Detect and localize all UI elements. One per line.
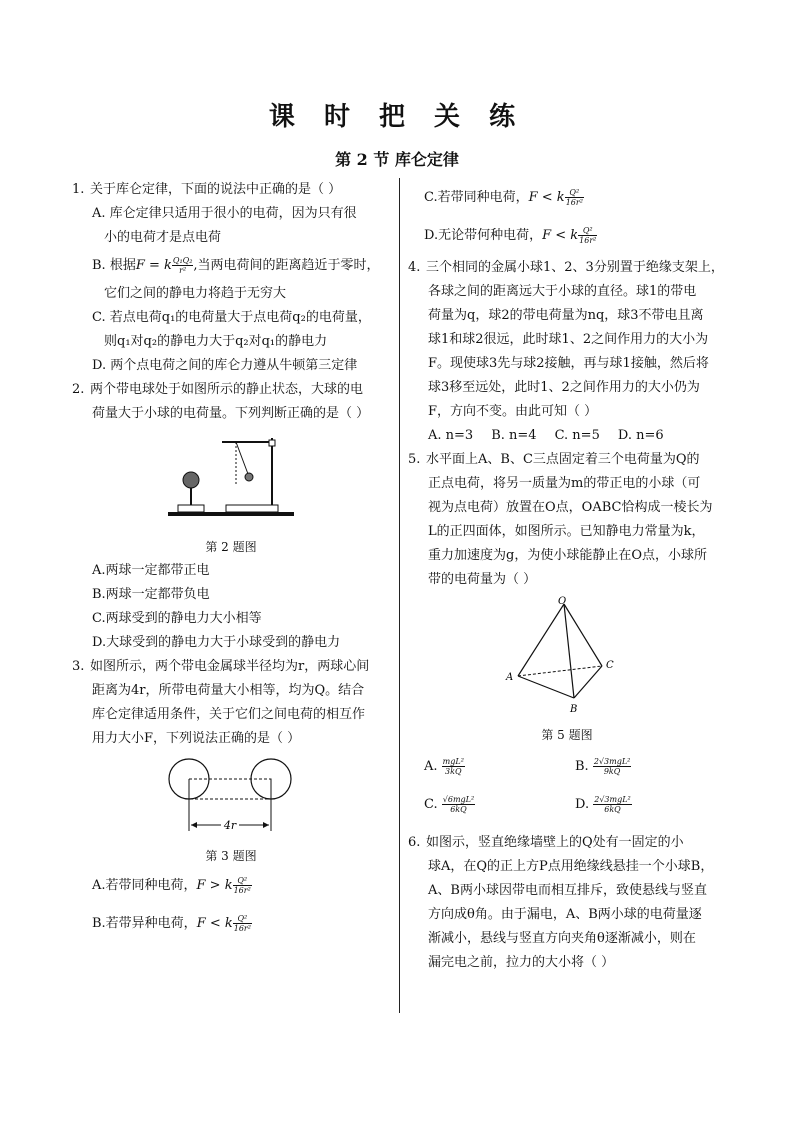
choice-c: C. n=5 bbox=[554, 428, 600, 443]
relation: F < k bbox=[528, 190, 565, 205]
option-a bbox=[72, 874, 390, 898]
arrow-left bbox=[191, 822, 197, 828]
edge-bc bbox=[574, 666, 602, 698]
answer-c bbox=[424, 793, 575, 817]
large-ball bbox=[183, 472, 199, 488]
answer-fraction bbox=[593, 795, 632, 814]
figure-5 bbox=[408, 596, 726, 723]
option-a-cont: 小的电荷才是点电荷 bbox=[104, 230, 222, 245]
answer-b bbox=[575, 755, 726, 779]
frac-den: 6kQ bbox=[450, 805, 467, 814]
frac-den: 16r² bbox=[565, 198, 583, 207]
label-c: C bbox=[606, 660, 614, 671]
q3-option-d bbox=[408, 224, 726, 248]
charged-balls-diagram bbox=[166, 430, 296, 526]
formula-lhs: F = k bbox=[135, 258, 172, 273]
distance-label: 4r bbox=[223, 819, 237, 832]
frac-den: 9kQ bbox=[603, 767, 621, 776]
question-stem-cont: L的正四面体，如图所示。已知静电力常量为k， bbox=[428, 524, 705, 539]
question-number: 5. bbox=[408, 452, 421, 467]
frac-num: Q₁Q₂ bbox=[172, 256, 193, 265]
answer-fraction bbox=[442, 795, 475, 814]
figure-3 bbox=[72, 755, 390, 844]
choice-row bbox=[408, 424, 726, 448]
answer-fraction bbox=[442, 757, 465, 776]
question-stem: 三个相同的金属小球1、2、3分别置于绝缘支架上， bbox=[426, 260, 724, 275]
frac-num: mgL² bbox=[442, 757, 464, 766]
relation: F > k bbox=[196, 878, 233, 893]
q3-option-c bbox=[408, 186, 726, 210]
answer-key: B. bbox=[575, 759, 589, 774]
option-text: D.无论带何种电荷， bbox=[424, 228, 543, 243]
answer-key: D. bbox=[575, 797, 590, 812]
edge-ab bbox=[518, 676, 574, 698]
question-number: 4. bbox=[408, 260, 421, 275]
question-stem-cont: 漏完电之前，拉力的大小将（ ） bbox=[428, 955, 615, 970]
question-number: 3. bbox=[72, 659, 85, 674]
question-stem-cont: 球A，在Q的正上方P点用绝缘线悬挂一个小球B， bbox=[428, 859, 714, 874]
question-stem-cont: 重力加速度为g，为使小球能静止在O点，小球所 bbox=[428, 548, 707, 563]
choice-a: A. n=3 bbox=[428, 428, 474, 443]
edge-oa bbox=[518, 604, 564, 676]
option-d: D. 两个点电荷之间的库仑力遵从牛顿第三定律 bbox=[92, 358, 358, 373]
formula-fraction bbox=[578, 226, 597, 245]
question-stem-cont: A、B两小球因带电而相互排斥，致使悬线与竖直 bbox=[428, 883, 707, 898]
option-text: A.若带同种电荷， bbox=[92, 878, 197, 893]
option-b-cont: 它们之间的静电力将趋于无穷大 bbox=[104, 286, 287, 301]
label-o: O bbox=[558, 596, 567, 607]
two-spheres-diagram bbox=[161, 755, 301, 835]
answer-d bbox=[575, 793, 726, 817]
question-5 bbox=[408, 448, 726, 472]
question-stem: 如图所示，两个带电金属球半径均为r，两球心间 bbox=[90, 659, 370, 674]
left-column bbox=[72, 178, 390, 936]
right-stand bbox=[226, 505, 278, 512]
question-number: 1. bbox=[72, 182, 85, 197]
frac-num: 2√3mgL² bbox=[594, 795, 631, 804]
formula-fraction bbox=[172, 256, 194, 275]
question-stem-cont: 球3移至远处，此时1、2之间作用力的大小仍为 bbox=[428, 380, 700, 395]
question-stem-cont: 各球之间的距离远大于小球的直径。球1的带电 bbox=[428, 284, 697, 299]
question-stem-cont: F。现使球3先与球2接触，再与球1接触，然后将 bbox=[428, 356, 709, 371]
figure-caption: 第 3 题图 bbox=[205, 849, 257, 863]
frac-num: √6mgL² bbox=[442, 795, 475, 804]
option-b: B.两球一定都带负电 bbox=[92, 587, 210, 602]
question-2 bbox=[72, 378, 390, 402]
dashed-box bbox=[189, 779, 271, 799]
question-1 bbox=[72, 178, 390, 202]
option-c: C.两球受到的静电力大小相等 bbox=[92, 611, 262, 626]
option-a: A.两球一定都带正电 bbox=[92, 563, 210, 578]
question-stem-cont: 库仑定律适用条件，关于它们之间电荷的相互作 bbox=[92, 707, 366, 722]
arrow-right bbox=[263, 822, 269, 828]
relation: F < k bbox=[542, 228, 579, 243]
option-text: C.若带同种电荷， bbox=[424, 190, 529, 205]
question-stem-cont: 视为点电荷）放置在O点，OABC恰构成一棱长为 bbox=[428, 500, 713, 515]
frac-num: Q² bbox=[565, 188, 584, 198]
option-c-cont: 则q₁对q₂的静电力大于q₂对q₁的静电力 bbox=[104, 334, 328, 349]
relation: F < k bbox=[196, 916, 233, 931]
question-stem: 关于库仑定律，下面的说法中正确的是（ ） bbox=[90, 182, 342, 197]
question-stem-cont: 正点电荷，将另一质量为m的带正电的小球（可 bbox=[428, 476, 701, 491]
thread bbox=[236, 442, 248, 474]
question-number: 6. bbox=[408, 835, 421, 850]
answer-key: C. bbox=[424, 797, 438, 812]
question-stem-cont: 带的电荷量为（ ） bbox=[428, 572, 537, 587]
formula-fraction bbox=[233, 914, 252, 933]
small-ball bbox=[245, 473, 253, 481]
option-b bbox=[72, 912, 390, 936]
figure-caption: 第 2 题图 bbox=[205, 540, 257, 554]
option-b-text: ,当两电荷间的距离趋近于零时， bbox=[193, 258, 380, 273]
clamp bbox=[269, 440, 275, 446]
tetrahedron-diagram bbox=[502, 596, 632, 714]
left-stand bbox=[178, 505, 204, 512]
answer-a bbox=[424, 755, 575, 779]
option-c: C. 若点电荷q₁的电荷量大于点电荷q₂的电荷量， bbox=[92, 310, 371, 325]
option-a: A. 库仑定律只适用于很小的电荷，因为只有很 bbox=[92, 206, 357, 221]
question-stem: 如图示，竖直绝缘墙壁上的Q处有一固定的小 bbox=[426, 835, 684, 850]
question-stem-cont: 球1和球2很远，此时球1、2之间作用力的大小为 bbox=[428, 332, 709, 347]
frac-den: 6kQ bbox=[604, 805, 621, 814]
question-stem-cont: 荷量为q，球2的带电荷量为nq，球3不带电且离 bbox=[428, 308, 704, 323]
frac-den: r² bbox=[179, 266, 187, 275]
question-stem: 两个带电球处于如图所示的静止状态，大球的电 bbox=[90, 382, 364, 397]
option-b bbox=[72, 254, 390, 278]
question-stem-cont: 用力大小F，下列说法正确的是（ ） bbox=[92, 731, 301, 746]
question-stem: 水平面上A、B、C三点固定着三个电荷量为Q的 bbox=[426, 452, 700, 467]
frac-num: 2√3mgL² bbox=[593, 757, 631, 766]
question-number: 2. bbox=[72, 382, 85, 397]
column-divider bbox=[399, 178, 400, 1013]
right-column bbox=[408, 186, 726, 975]
frac-num: Q² bbox=[578, 226, 597, 236]
section-title: 第 2 节 库仑定律 bbox=[335, 150, 459, 169]
frac-den: 16r² bbox=[233, 924, 251, 933]
base-plate bbox=[168, 512, 294, 516]
page-title: 课 时 把 关 练 bbox=[268, 102, 526, 132]
edge-ac-hidden bbox=[518, 666, 602, 676]
question-stem-cont: 荷量大于小球的电荷量。下列判断正确的是（ ） bbox=[92, 406, 370, 421]
choice-d: D. n=6 bbox=[617, 428, 664, 443]
label-a: A bbox=[506, 672, 514, 683]
frac-num: Q² bbox=[233, 876, 252, 886]
frac-den: 3kQ bbox=[445, 767, 462, 776]
answer-fraction bbox=[593, 757, 632, 776]
choice-b: B. n=4 bbox=[491, 428, 537, 443]
question-6 bbox=[408, 831, 726, 855]
frac-den: 16r² bbox=[579, 236, 597, 245]
frac-num: Q² bbox=[233, 914, 252, 924]
figure-2 bbox=[72, 430, 390, 535]
question-stem-cont: 渐减小，悬线与竖直方向夹角θ逐渐减小，则在 bbox=[428, 931, 696, 946]
option-text: B.若带异种电荷， bbox=[92, 916, 197, 931]
frac-den: 16r² bbox=[233, 886, 251, 895]
formula-fraction bbox=[233, 876, 252, 895]
question-stem-cont: F，方向不变。由此可知（ ） bbox=[428, 404, 598, 419]
question-4 bbox=[408, 256, 726, 280]
formula-fraction bbox=[565, 188, 584, 207]
label-b: B bbox=[570, 704, 578, 714]
option-d: D.大球受到的静电力大于小球受到的静电力 bbox=[92, 635, 341, 650]
answer-row bbox=[408, 755, 726, 779]
answer-key: A. bbox=[424, 759, 438, 774]
figure-caption: 第 5 题图 bbox=[541, 728, 593, 742]
question-stem-cont: 距离为4r，所带电荷量大小相等，均为Q。结合 bbox=[92, 683, 365, 698]
option-b-prefix: B. 根据 bbox=[92, 258, 136, 273]
question-3 bbox=[72, 655, 390, 679]
question-stem-cont: 方向成θ角。由于漏电，A、B两小球的电荷量逐 bbox=[428, 907, 702, 922]
answer-row bbox=[408, 793, 726, 817]
